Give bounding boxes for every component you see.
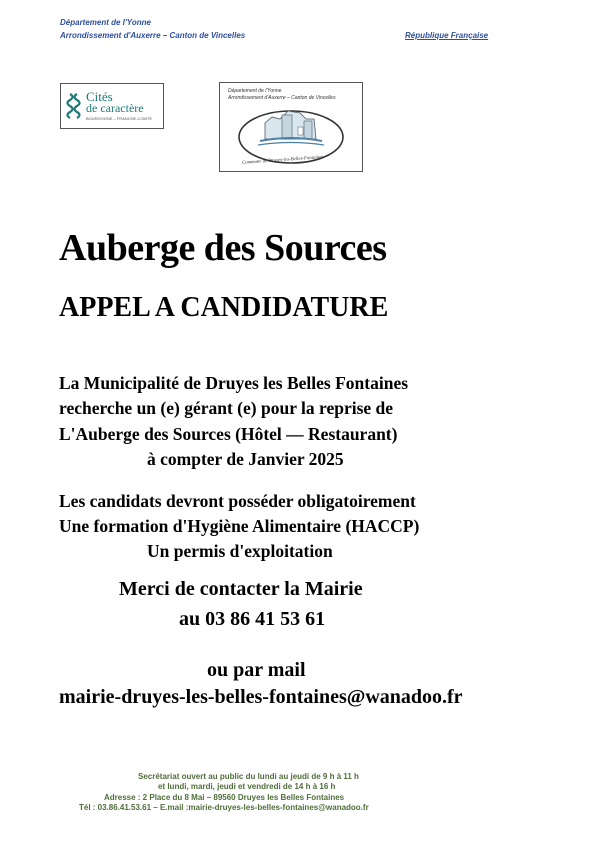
header-republique: République Française (405, 31, 489, 40)
requirements-line-1: Les candidats devront posséder obligatoirement (59, 491, 416, 511)
contact-line: Merci de contacter la Mairie (119, 578, 363, 600)
intro-line-1: La Municipalité de Druyes les Belles Fontaines (59, 373, 409, 393)
page-subtitle: APPEL A CANDIDATURE (59, 292, 389, 323)
footer-hours-2: et lundi, mardi, jeudi et vendredi de 14 h à 16 h (158, 782, 336, 791)
intro-line-2: recherche un (e) gérant (e) pour la reprise de (59, 398, 394, 418)
footer-contact: Tél : 03.86.41.53.61 – E.mail :mairie-druyes-les-belles-fontaines@wanadoo.fr (79, 803, 369, 812)
commune-logo-line2: Arrondissement d'Auxerre – Canton de Vincelles (228, 95, 336, 101)
requirements-line-3: Un permis d'exploitation (147, 541, 333, 561)
contact-or-mail: ou par mail (207, 659, 306, 681)
contact-email: mairie-druyes-les-belles-fontaines@wanadoo.fr (59, 686, 463, 708)
cites-name-line2: de caractère (86, 101, 144, 115)
cites-name-line1: Cités (86, 89, 113, 104)
page-title: Auberge des Sources (59, 227, 387, 269)
intro-line-3: L'Auberge des Sources (Hôtel — Restaurant) (59, 424, 398, 444)
commune-logo (219, 82, 363, 172)
footer-hours-1: Secrétariat ouvert au public du lundi au jeudi de 9 h à 11 h (138, 772, 359, 781)
footer-address: Adresse : 2 Place du 8 Mai – 89560 Druyes les Belles Fontaines (104, 793, 345, 802)
header-arrondissement: Arrondissement d'Auxerre – Canton de Vincelles (60, 31, 246, 40)
header-department: Département de l'Yonne (60, 18, 151, 27)
commune-logo-caption: Commune de Druyes-les-Belles-Fontaines (241, 155, 324, 166)
commune-logo-line1: Département de l'Yonne (228, 88, 282, 94)
contact-phone: au 03 86 41 53 61 (179, 608, 326, 630)
cites-de-caractere-logo (60, 83, 164, 129)
intro-line-4: à compter de Janvier 2025 (147, 449, 344, 469)
cites-region: BOURGOGNE – FRANCHE-COMTÉ (86, 116, 153, 121)
requirements-line-2: Une formation d'Hygiène Alimentaire (HACCP) (59, 516, 420, 536)
